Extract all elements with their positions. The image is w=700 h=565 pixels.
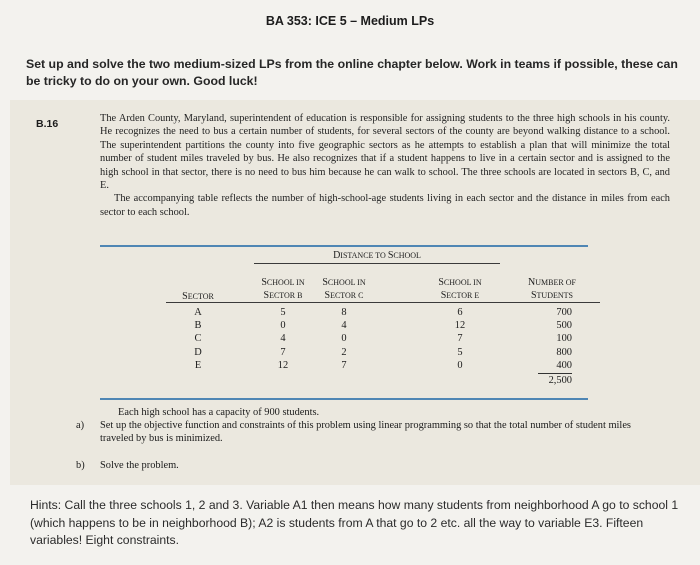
- task-label: b): [76, 460, 85, 471]
- table-cell: 4: [341, 320, 347, 332]
- header-rule: [166, 302, 600, 303]
- students-total: 2,500: [548, 375, 572, 386]
- column-header-sector: SECTOR: [182, 291, 214, 302]
- table-cell: 8: [341, 307, 347, 318]
- table-cell: 7: [280, 346, 286, 358]
- table-cell: 100: [556, 333, 572, 345]
- task-b: [76, 460, 660, 473]
- problem-statement: [100, 112, 670, 219]
- table-cell: 400: [556, 359, 572, 371]
- task-text: Solve the problem.: [100, 460, 179, 471]
- problem-paragraph-1: The Arden County, Maryland, superintendent of education is responsible for assigning students to the three high schools in his county. He recognizes the need to bus a certain number of students, for several sectors of the county are beyond walking distance to a school. The superintendent partitions the county into five geographic sectors as he attempts to establish a plan that will minimize the total number of student miles traveled by bus. He also recognizes that if a student happens to live in a certain sector and is assigned to the high school in that sector, there is no need to bus him because he can walk to school. The three schools are located in sectors B, C, and E.: [100, 113, 670, 192]
- table-cell: C: [194, 333, 202, 345]
- capacity-note: Each high school has a capacity of 900 students.: [118, 407, 320, 418]
- table-bottom-rule: [100, 398, 588, 400]
- table-cell: 0: [341, 333, 347, 345]
- table-cell: 0: [457, 359, 463, 371]
- table-cell: A: [194, 307, 202, 318]
- table-cell: B: [194, 320, 202, 332]
- problem-id: B.16: [36, 118, 59, 130]
- column-header-school-c: SCHOOL IN SECTOR C: [322, 277, 366, 301]
- column-header-students: NUMBER OF STUDENTS: [528, 277, 576, 301]
- table-cell: 7: [341, 359, 347, 371]
- table-cell: 2: [341, 346, 347, 358]
- problem-paragraph-2: The accompanying table reflects the number of high-school-age students living in each sector and the distance in miles from each sector to each school.: [100, 193, 670, 218]
- column-header-school-b: SCHOOL IN SECTOR B: [261, 277, 305, 301]
- hints-text: Hints: Call the three schools 1, 2 and 3. Variable A1 then means how many students from neighborhood A go to school 1 (which happens to be in neighborhood B); A2 is students from A that go to 2 etc. all the way to variable E3. Fifteen variables! Eight constraints.: [30, 498, 679, 547]
- students-column: [530, 306, 572, 372]
- table-cell: 500: [556, 320, 572, 332]
- table-cell: E: [194, 359, 202, 371]
- table-cell: 4: [280, 333, 286, 345]
- column-header-school-e: SCHOOL IN SECTOR E: [438, 277, 482, 301]
- page-title: BA 353: ICE 5 – Medium LPs: [265, 14, 435, 28]
- table-cell: 800: [556, 346, 572, 358]
- table-cell: 0: [280, 320, 286, 332]
- table-cell: 12: [277, 359, 289, 371]
- table-cell: 700: [556, 307, 572, 318]
- task-text: Set up the objective function and constraints of this problem using linear programming so that the total number of student miles traveled by bus is minimized.: [100, 420, 631, 444]
- table-cell: 5: [457, 346, 463, 358]
- intro-text: Set up and solve the two medium-sized LPs from the online chapter below. Work in teams if possible, these can be tricky to do on your own. Good luck!: [26, 57, 678, 88]
- distance-to-school-header: DISTANCE TO SCHOOL: [254, 250, 500, 264]
- task-label: a): [76, 420, 85, 431]
- school-b-column: [268, 306, 298, 372]
- total-rule: [538, 373, 572, 374]
- table-cell: 12: [454, 320, 466, 332]
- school-c-column: [329, 306, 359, 372]
- table-cell: 7: [457, 333, 463, 345]
- sector-column: [190, 306, 206, 372]
- table-cell: 5: [280, 307, 286, 318]
- table-cell: D: [194, 346, 202, 358]
- table-top-rule: [100, 245, 588, 247]
- task-a: [76, 420, 660, 446]
- school-e-column: [445, 306, 475, 372]
- table-cell: 6: [457, 307, 463, 318]
